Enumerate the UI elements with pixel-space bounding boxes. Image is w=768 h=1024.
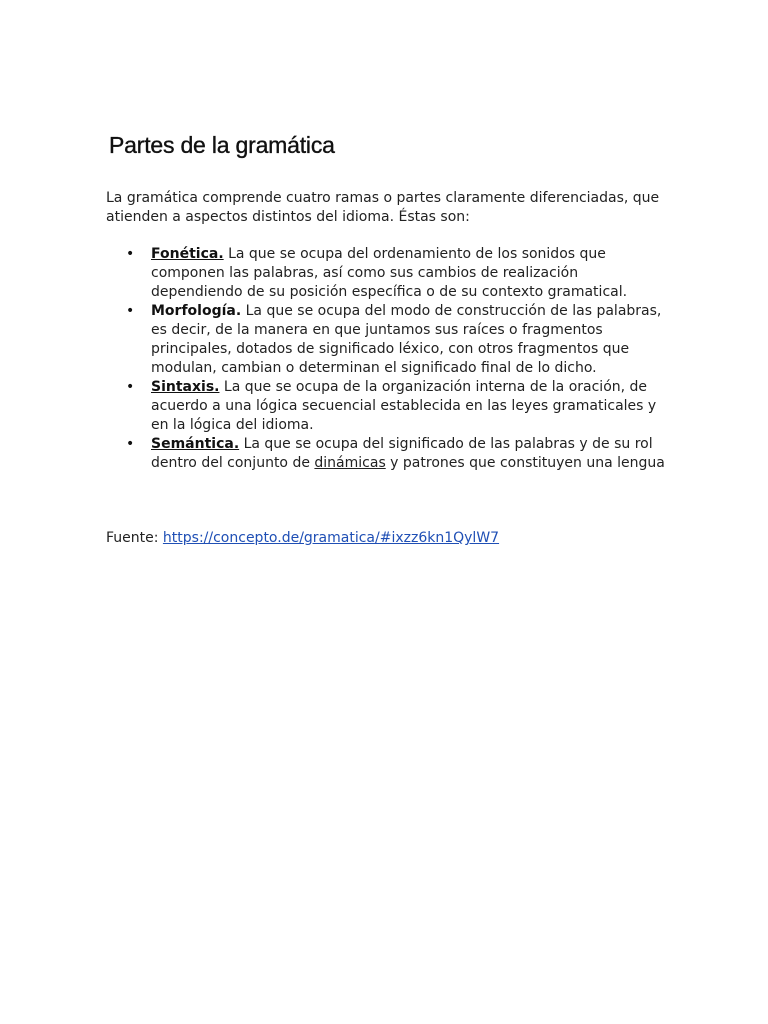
description-semantica-start: La que se ocupa del significado de las palabras y de su rol dentro del conjunto de: [151, 436, 653, 471]
source-link[interactable]: https://concepto.de/gramatica/#ixzz6kn1QylW7: [162, 530, 500, 546]
description-fonetica: La que se ocupa del ordenamiento de los sonidos que componen las palabras, así como sus cambios de realización dependiendo de su posición específica o de su contexto gramatical.: [151, 246, 628, 300]
intro-paragraph: La gramática comprende cuatro ramas o partes claramente diferenciadas, que atienden a aspectos distintos del idioma. Éstas son:: [106, 190, 660, 225]
bullet-dot-icon: •: [126, 379, 135, 395]
page-title: Partes de la gramática: [109, 132, 335, 158]
list-item-fonetica: [106, 245, 671, 302]
term-morfologia: Morfología.: [151, 303, 242, 319]
source-line: [106, 529, 499, 548]
term-fonetica: Fonética.: [151, 246, 224, 262]
term-semantica: Semántica.: [151, 436, 240, 452]
source-label: Fuente:: [106, 530, 163, 546]
bullet-dot-icon: •: [126, 436, 135, 452]
bullet-dot-icon: •: [126, 303, 135, 319]
list-item-semantica: [106, 435, 671, 473]
bullet-dot-icon: •: [126, 246, 135, 262]
link-dinamicas[interactable]: dinámicas: [314, 455, 386, 471]
term-sintaxis: Sintaxis.: [151, 379, 220, 395]
description-morfologia: La que se ocupa del modo de construcción de las palabras, es decir, de la manera en que juntamos sus raíces o fragmentos principales, dotados de significado léxico, con otros fragmentos que modulan, cambian o determinan el significado final de lo dicho.: [151, 303, 662, 376]
list-item-morfologia: [106, 302, 671, 378]
description-sintaxis: La que se ocupa de la organización interna de la oración, de acuerdo a una lógica secuencial establecida en las leyes gramaticales y en la lógica del idioma.: [151, 379, 657, 433]
grammar-parts-list: [106, 245, 671, 473]
list-item-sintaxis: [106, 378, 671, 435]
description-semantica-end: y patrones que constituyen una lengua: [385, 455, 665, 471]
